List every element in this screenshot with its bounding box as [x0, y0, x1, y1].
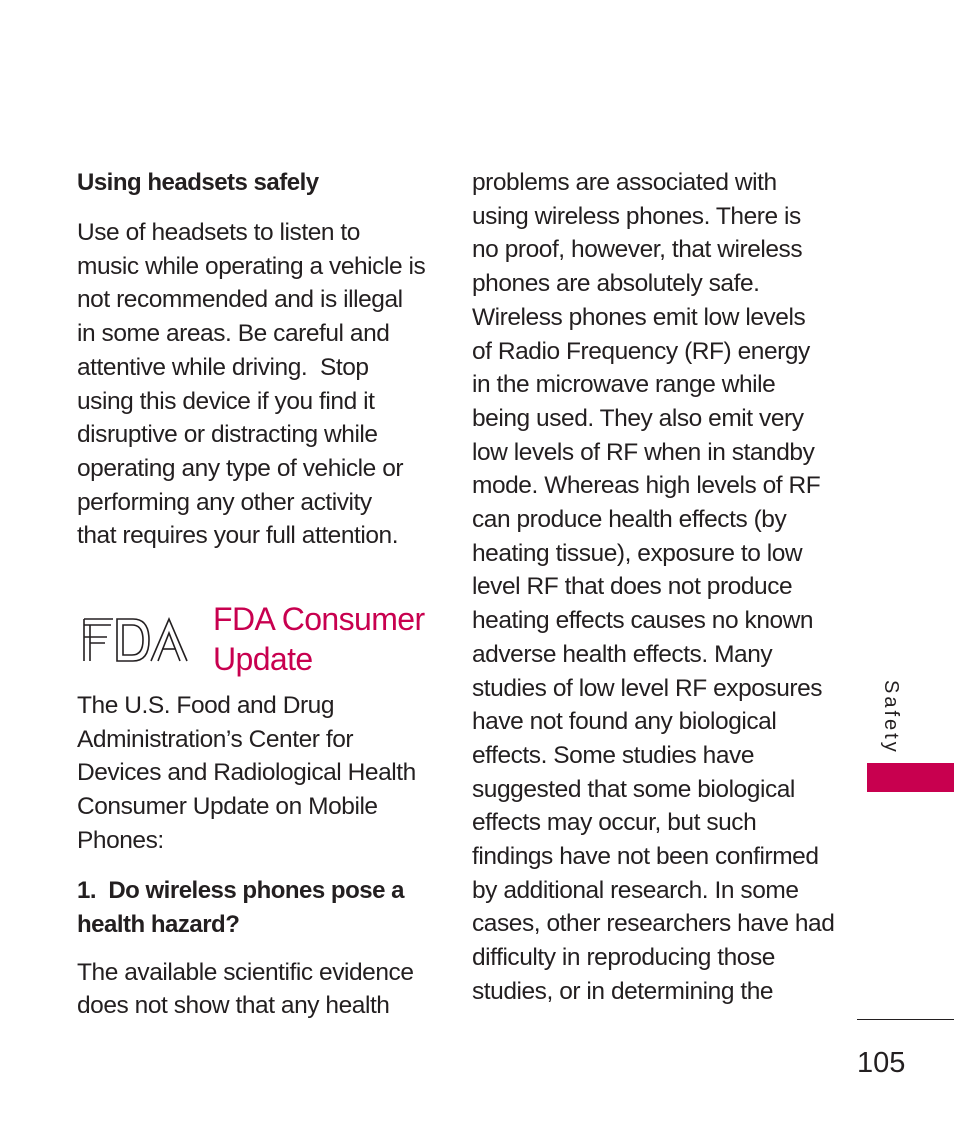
text-line: health hazard?: [77, 910, 240, 938]
text-line: studies of low level RF exposures: [472, 674, 823, 702]
text-line: The U.S. Food and Drug: [77, 692, 335, 720]
text-line: attentive while driving. Stop: [77, 353, 369, 381]
section-heading-headsets: Using headsets safely: [77, 169, 319, 196]
text-line: Consumer Update on Mobile: [77, 793, 378, 821]
text-line: phones are absolutely safe.: [472, 270, 760, 298]
text-line: suggested that some biological: [472, 775, 795, 803]
continued-paragraph: [472, 166, 852, 1009]
headsets-paragraph: [77, 216, 449, 553]
page-number: 105: [857, 1047, 906, 1079]
text-line: effects may occur, but such: [472, 809, 757, 837]
text-line: no proof, however, that wireless: [472, 236, 803, 264]
right-column: [472, 166, 852, 1023]
text-line: cases, other researchers have had: [472, 910, 835, 938]
text-line: Use of headsets to listen to: [77, 219, 360, 246]
text-line: Wireless phones emit low levels: [472, 303, 806, 331]
fda-intro-paragraph: [77, 689, 449, 858]
text-line: have not found any biological: [472, 708, 777, 736]
fda-title-line: Update: [213, 641, 313, 678]
text-line: findings have not been confirmed: [472, 843, 819, 871]
text-line: music while operating a vehicle is: [77, 252, 426, 280]
text-line: level RF that does not produce: [472, 573, 793, 601]
fda-consumer-update-header: [77, 599, 449, 679]
text-line: performing any other activity: [77, 488, 372, 516]
text-line: not recommended and is illegal: [77, 286, 403, 314]
text-line: Administration’s Center for: [77, 725, 354, 753]
text-line: in the microwave range while: [472, 371, 776, 399]
section-side-label: Safety: [880, 680, 902, 755]
text-line: of Radio Frequency (RF) energy: [472, 337, 810, 365]
fda-logo-text: FDA: [136, 666, 138, 668]
text-line: by additional research. In some: [472, 876, 799, 904]
text-line: can produce health effects (by: [472, 506, 787, 534]
text-line: mode. Whereas high levels of RF: [472, 472, 821, 500]
text-line: Phones:: [77, 826, 164, 854]
answer-paragraph: [77, 956, 449, 1023]
text-line: in some areas. Be careful and: [77, 320, 390, 348]
text-line: studies, or in determining the: [472, 977, 774, 1005]
text-line: disruptive or distracting while: [77, 421, 378, 449]
text-line: heating tissue), exposure to low: [472, 539, 803, 567]
text-line: does not show that any health: [77, 992, 390, 1020]
text-line: Devices and Radiological Health: [77, 759, 416, 787]
text-line: heating effects causes no known: [472, 607, 814, 635]
fda-title: [213, 599, 425, 679]
text-line: adverse health effects. Many: [472, 640, 773, 668]
text-line: 1. Do wireless phones pose a: [77, 876, 404, 904]
text-line: The available scientific evidence: [77, 958, 414, 986]
text-line: being used. They also emit very: [472, 404, 804, 432]
section-tab-marker: [867, 763, 954, 792]
text-line: low levels of RF when in standby: [472, 438, 815, 466]
text-line: effects. Some studies have: [472, 741, 755, 769]
text-line: operating any type of vehicle or: [77, 454, 404, 482]
question-heading: [77, 874, 449, 942]
text-line: using this device if you find it: [77, 387, 375, 415]
text-line: that requires your full attention.: [77, 522, 399, 550]
text-line: problems are associated with: [472, 169, 777, 196]
page-number-rule: [857, 1019, 954, 1020]
fda-logo-icon: [81, 611, 191, 667]
fda-title-line: FDA Consumer: [213, 601, 425, 638]
text-line: using wireless phones. There is: [472, 202, 801, 230]
left-column: [77, 166, 449, 1037]
text-line: difficulty in reproducing those: [472, 944, 775, 972]
